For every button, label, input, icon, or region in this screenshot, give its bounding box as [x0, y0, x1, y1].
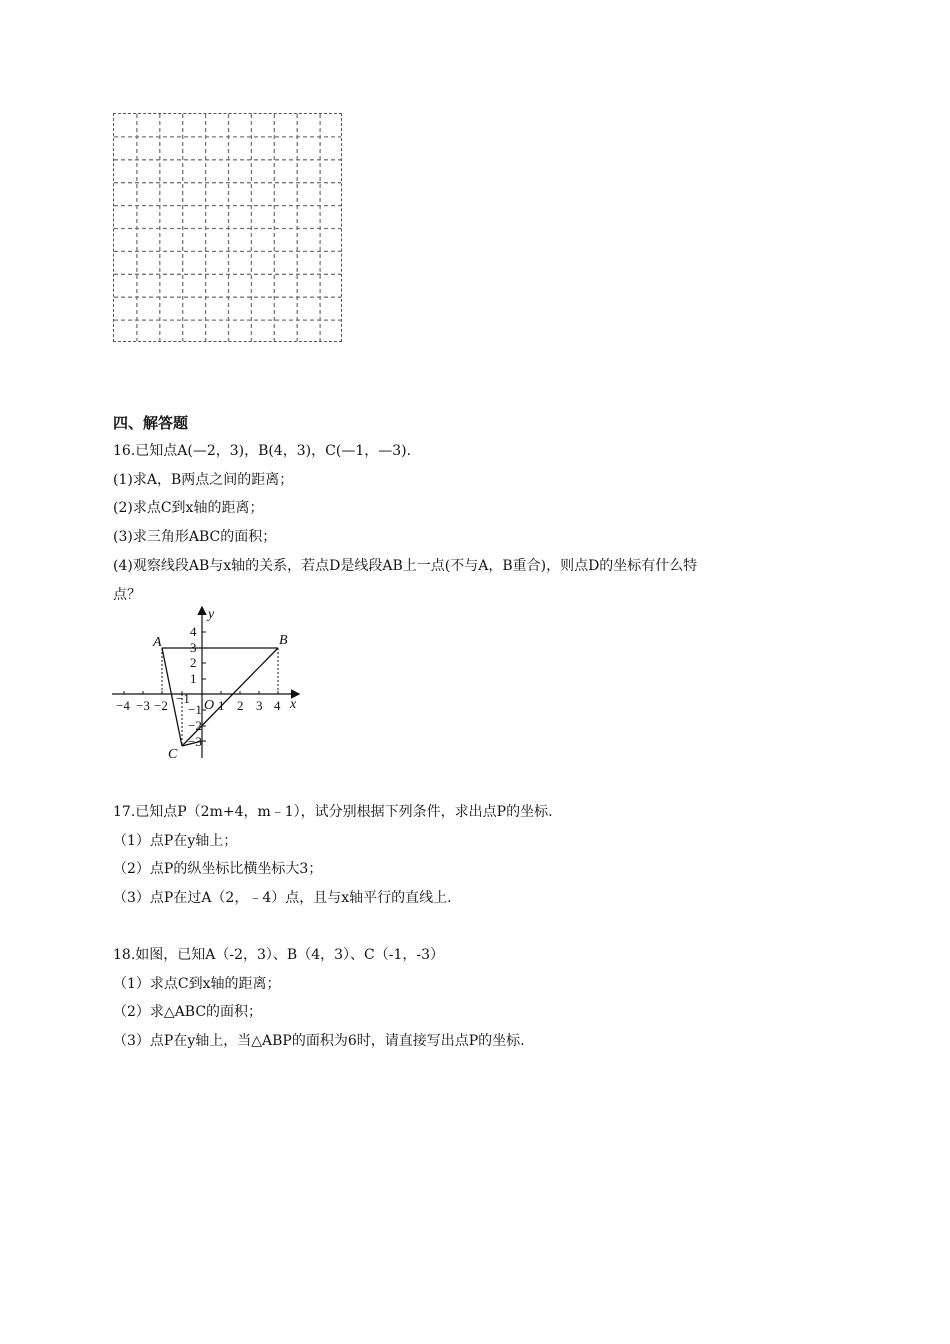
q16-part-4-line-1: (4)观察线段AB与x轴的关系，若点D是线段AB上一点(不与A，B重合)，则点D的坐标有什么特	[113, 558, 698, 574]
x-tick-label: −3	[136, 698, 150, 713]
q16-part-1: (1)求A，B两点之间的距离；	[113, 472, 294, 488]
y-tick-label: 4	[190, 624, 197, 639]
x-tick-label: 3	[256, 698, 263, 713]
section-title: 四、解答题	[113, 414, 189, 432]
y-axis-label: y	[208, 607, 215, 622]
y-tick-label: 3	[190, 640, 197, 655]
x-tick-label: 2	[237, 698, 244, 713]
point-b-label: B	[279, 633, 288, 648]
y-tick-label: −2	[188, 718, 202, 733]
q16-part-2: (2)求点C到x轴的距离；	[113, 500, 264, 516]
q17-part-1: （1）点P在y轴上；	[113, 833, 238, 849]
q16-part-3: (3)求三角形ABC的面积；	[113, 529, 277, 545]
q16-part-4-line-2: 点？	[113, 587, 141, 603]
coordinate-figure	[110, 606, 310, 766]
y-tick-label: 2	[190, 655, 197, 670]
q17-part-2: （2）点P的纵坐标比横坐标大3；	[113, 861, 323, 877]
x-tick-label: −1	[176, 691, 190, 706]
x-tick-label: −2	[154, 698, 168, 713]
q17-part-3: （3）点P在过A（2，﹣4）点，且与x轴平行的直线上.	[113, 890, 452, 906]
q18-stem: 18.如图，已知A（-2，3）、B（4，3）、C（-1，-3）	[113, 947, 445, 963]
q18-part-1: （1）求点C到x轴的距离；	[113, 976, 281, 992]
x-tick-label: −4	[116, 698, 130, 713]
x-axis-label: x	[290, 697, 297, 712]
point-a-label: A	[153, 635, 162, 650]
origin-label: O	[204, 698, 215, 713]
x-tick-label: 4	[274, 698, 281, 713]
y-tick-label: −1	[188, 702, 202, 717]
q16-stem: 16.已知点A(—2，3)，B(4，3)，C(—1，—3).	[113, 443, 412, 459]
x-tick-label: 1	[218, 698, 225, 713]
q17-stem: 17.已知点P（2m+4，m﹣1），试分别根据下列条件，求出点P的坐标.	[113, 804, 553, 820]
q18-part-2: （2）求△ABC的面积；	[113, 1004, 263, 1020]
y-tick-label: 1	[190, 671, 197, 686]
q18-part-3: （3）点P在y轴上，当△ABP的面积为6时，请直接写出点P的坐标.	[113, 1033, 525, 1049]
y-tick-label: −3	[188, 734, 202, 749]
point-c-label: C	[168, 747, 178, 762]
grid-lines	[114, 114, 342, 342]
dotted-grid-box	[113, 113, 342, 342]
